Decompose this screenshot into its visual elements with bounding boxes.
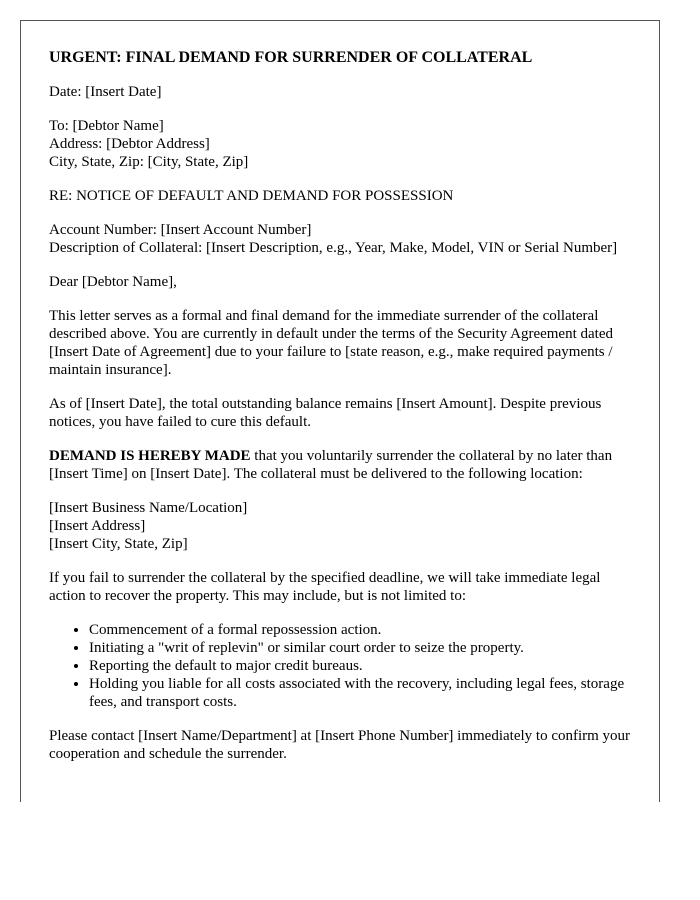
recipient-block bbox=[49, 117, 631, 171]
balance-paragraph: As of [Insert Date], the total outstanding balance remains [Insert Amount]. Despite previous notices, you have failed to cure this default. bbox=[49, 396, 602, 430]
location-name: [Insert Business Name/Location] bbox=[49, 500, 248, 516]
recipient-to: To: [Debtor Name] bbox=[49, 118, 164, 134]
list-item: • Holding you liable for all costs associated with the recovery, including legal fees, storage fees, and transport costs. bbox=[89, 675, 631, 711]
demand-text: that you voluntarily surrender the collateral by no later than [Insert Time] on [Insert Date]. The collateral must be delivered to the following location: bbox=[49, 448, 613, 482]
re-line: RE: NOTICE OF DEFAULT AND DEMAND FOR POSSESSION bbox=[49, 188, 454, 204]
salutation: Dear [Debtor Name], bbox=[49, 274, 177, 290]
recipient-address: Address: [Debtor Address] bbox=[49, 136, 210, 152]
legal-action-paragraph: If you fail to surrender the collateral by the specified deadline, we will take immediate legal action to recover the property. This may include, but is not limited to: bbox=[49, 570, 601, 604]
list-item: • Commencement of a formal repossession action. bbox=[89, 621, 631, 639]
date-line: Date: [Insert Date] bbox=[49, 84, 162, 100]
contact-paragraph: Please contact [Insert Name/Department] at [Insert Phone Number] immediately to confirm your cooperation and schedule the surrender. bbox=[49, 728, 631, 762]
letter-page bbox=[20, 20, 660, 802]
consequences-list bbox=[49, 621, 631, 711]
default-paragraph: This letter serves as a formal and final demand for the immediate surrender of the collateral described above. You are currently in default under the terms of the Security Agreement dated [Insert Date of Agreement] due to your failure to [state reason, e.g., make required payments / maintain insurance]. bbox=[49, 308, 613, 378]
demand-emphasis: DEMAND IS HEREBY MADE bbox=[49, 448, 251, 464]
letter-title: URGENT: FINAL DEMAND FOR SURRENDER OF COLLATERAL bbox=[49, 49, 533, 66]
collateral-description: Description of Collateral: [Insert Description, e.g., Year, Make, Model, VIN or Serial Number] bbox=[49, 240, 618, 256]
list-item: • Reporting the default to major credit bureaus. bbox=[89, 657, 631, 675]
account-number: Account Number: [Insert Account Number] bbox=[49, 222, 312, 238]
location-address: [Insert Address] bbox=[49, 518, 146, 534]
demand-paragraph bbox=[49, 447, 631, 483]
location-city: [Insert City, State, Zip] bbox=[49, 536, 188, 552]
account-block bbox=[49, 221, 631, 257]
list-item: • Initiating a "writ of replevin" or similar court order to seize the property. bbox=[89, 639, 631, 657]
delivery-location-block bbox=[49, 499, 631, 553]
recipient-city: City, State, Zip: [City, State, Zip] bbox=[49, 154, 249, 170]
